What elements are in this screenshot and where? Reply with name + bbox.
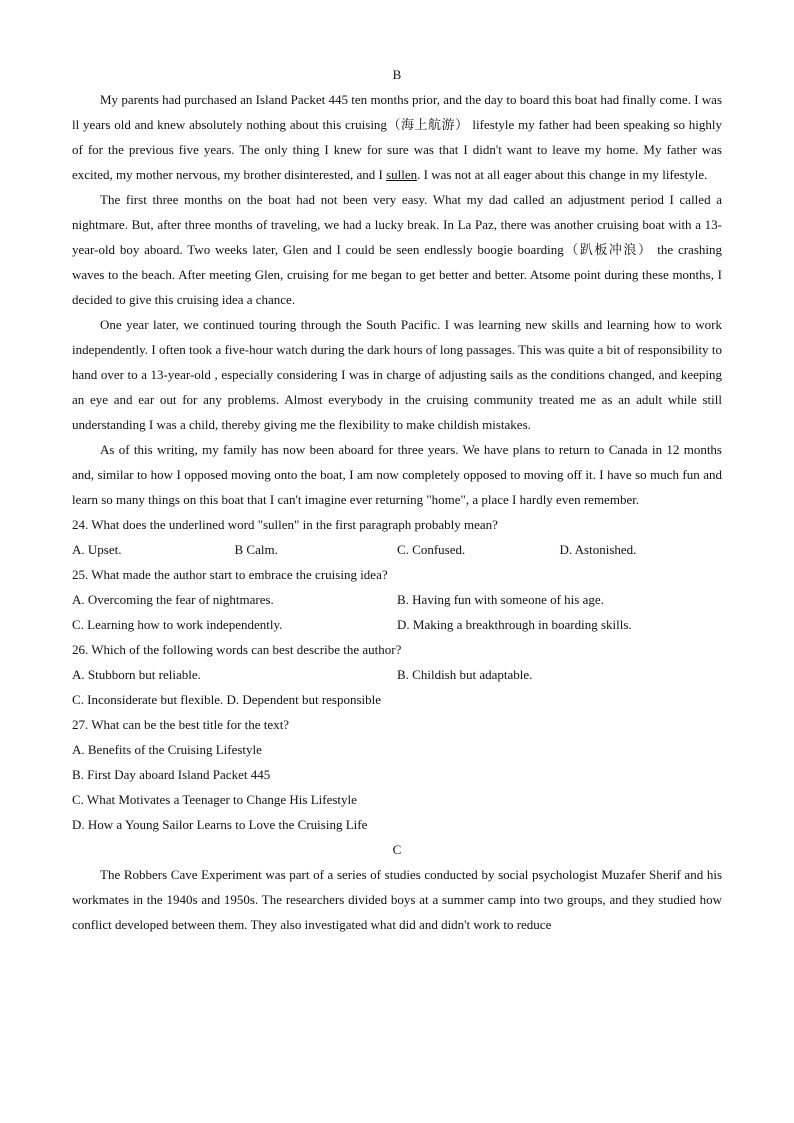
passage-b-paragraph-4: As of this writing, my family has now been aboard for three years. We have plans to return to Canada in 12 months and, similar to how I opposed moving onto the boat, I am now completely opposed to moving off it. I have so much fun and learn so many things on this boat that I can't imagine ever returning "home", a place I hardly even remember.	[72, 442, 722, 507]
underlined-word: sullen	[386, 167, 418, 182]
option-26cd: C. Inconsiderate but flexible. D. Dependent but responsible	[72, 692, 382, 707]
option-27d: D. How a Young Sailor Learns to Love the Cruising Life	[72, 817, 368, 832]
passage-b-paragraph-3: One year later, we continued touring through the South Pacific. I was learning new skills and learning how to work independently. I often took a five-hour watch during the dark hours of long passages. This was quite a bit of responsibility to hand over to a 13-year-old , especially considering I was in charge of adjusting sails as the conditions changed, and keeping an eye and ear out for any problems. Almost everybody in the cruising community treated me as an adult while still understanding I was a child, thereby giving me the flexibility to make childish mistakes.	[72, 317, 722, 432]
option-27c: C. What Motivates a Teenager to Change His Lifestyle	[72, 792, 357, 807]
option-25d: D. Making a breakthrough in boarding skills.	[397, 617, 632, 632]
question-25-options-row-2	[72, 612, 722, 637]
option-24c: C. Confused.	[397, 542, 466, 557]
passage-b-paragraph-1: My parents had purchased an Island Packet 445 ten months prior, and the day to board this boat had finally come. I was ll years old and knew absolutely nothing about this cruising（海上航游） lifestyle my father had been speaking so highly of for the previous five years. The only thing I knew for sure was that I didn't want to leave my home. My father was excited, my mother nervous, my brother disinterested, and I sullen. I was not at all eager about this change in my lifestyle.	[72, 92, 722, 182]
question-25: 25. What made the author start to embrace the cruising idea?	[72, 567, 388, 582]
question-26-options-row-1	[72, 662, 722, 687]
question-24-options	[72, 537, 722, 562]
option-26b: B. Childish but adaptable.	[397, 667, 533, 682]
option-25b: B. Having fun with someone of his age.	[397, 592, 604, 607]
option-27a: A. Benefits of the Cruising Lifestyle	[72, 742, 262, 757]
passage-c-paragraph-1: The Robbers Cave Experiment was part of a series of studies conducted by social psychologist Muzafer Sherif and his workmates in the 1940s and 1950s. The researchers divided boys at a summer camp into two groups, and they studied how conflict developed between them. They also investigated what did and didn't work to reduce	[72, 867, 722, 932]
question-27: 27. What can be the best title for the text?	[72, 717, 290, 732]
passage-b-heading: B	[392, 67, 402, 82]
passage-c-heading: C	[392, 842, 402, 857]
passage-b-paragraph-2: The first three months on the boat had not been very easy. What my dad called an adjustment period I called a nightmare. But, after three months of traveling, we had a lucky break. In La Paz, there was another cruising boat with a 13-year-old boy aboard. Two weeks later, Glen and I could be seen endlessly boogie boarding（趴板冲浪） the crashing waves to the beach. After meeting Glen, cruising for me began to get better and better. Atsome point during these months, I decided to give this cruising idea a chance.	[72, 192, 722, 307]
question-24: 24. What does the underlined word "sullen" in the first paragraph probably mean?	[72, 517, 498, 532]
option-25c: C. Learning how to work independently.	[72, 617, 283, 632]
option-27b: B. First Day aboard Island Packet 445	[72, 767, 271, 782]
option-26a: A. Stubborn but reliable.	[72, 667, 201, 682]
question-26: 26. Which of the following words can best describe the author?	[72, 642, 402, 657]
option-25a: A. Overcoming the fear of nightmares.	[72, 592, 274, 607]
option-24a: A. Upset.	[72, 542, 122, 557]
exam-page	[72, 62, 722, 937]
option-24d: D. Astonished.	[559, 542, 637, 557]
option-24b: B Calm.	[234, 542, 278, 557]
question-25-options-row-1	[72, 587, 722, 612]
